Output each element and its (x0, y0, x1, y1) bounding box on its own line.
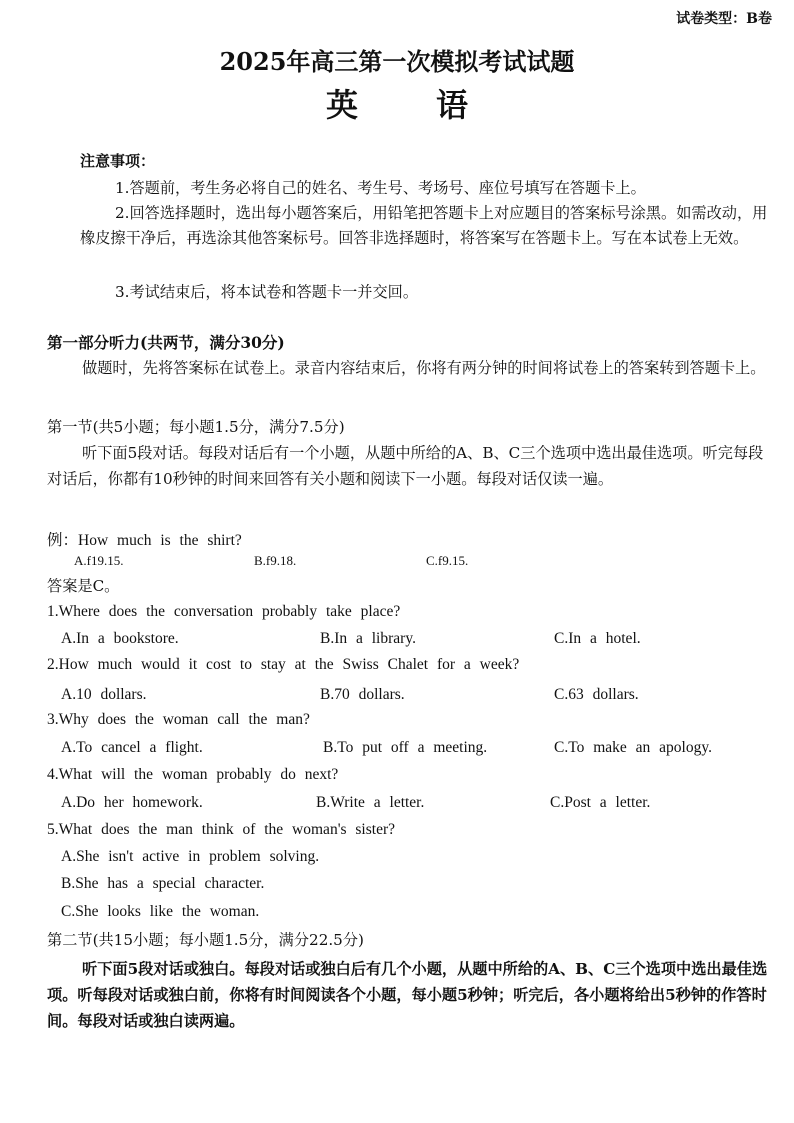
q5-option-b: B.She has a special character. (61, 875, 265, 892)
question-4: 4.What will the woman probably do next? (47, 766, 339, 783)
question-3: 3.Why does the woman call the man? (47, 711, 310, 728)
notice-heading: 注意事项： (80, 152, 156, 170)
example-option-a: A.f19.15. (74, 553, 124, 568)
section1-heading: 第一节(共5小题；每小题1.5分，满分7.5分) (47, 418, 345, 436)
page-title: 2025年高三第一次模拟考试试题 (219, 47, 575, 76)
notice-item-2: 2.回答选择题时，选出每小题答案后，用铅笔把答题卡上对应题目的答案标号涂黑。如需改动，用橡皮擦干净后，再选涂其他答案标号。回答非选择题时，将答案写在答题卡上。写在本试卷上无效。 (80, 204, 768, 247)
q4-option-a: A.Do her homework. (61, 794, 203, 811)
question-1: 1.Where does the conversation probably take place? (47, 603, 401, 620)
q1-option-b: B.In a library. (320, 630, 416, 647)
question-2: 2.How much would it cost to stay at the Swiss Chalet for a week? (47, 656, 520, 673)
part1-heading: 第一部分听力(共两节，满分30分) (47, 333, 285, 352)
notice-item-1: 1.答题前，考生务必将自己的姓名、考生号、考场号、座位号填写在答题卡上。 (115, 179, 646, 197)
q5-option-a: A.She isn't active in problem solving. (61, 848, 320, 865)
section2-intro: 听下面5段对话或独白。每段对话或独白后有几个小题，从题中所给的A、B、C三个选项中选出最佳选项。听每段对话或独白前，你将有时间阅读各个小题，每小题5秒钟；听完后，各小题将给出5秒钟的作答时间。每段对话或独白读两遍。 (47, 960, 768, 1030)
q2-option-b: B.70 dollars. (320, 686, 405, 703)
q2-option-c: C.63 dollars. (554, 686, 639, 703)
q1-option-a: A.In a bookstore. (61, 630, 179, 647)
paper-type-label: 试卷类型：B卷 (676, 11, 772, 27)
q3-option-a: A.To cancel a flight. (61, 739, 203, 756)
notice-item-3: 3.考试结束后，将本试卷和答题卡一并交回。 (115, 283, 419, 301)
example-option-b: B.f9.18. (254, 553, 297, 568)
q4-option-c: C.Post a letter. (550, 794, 651, 811)
question-5: 5.What does the man think of the woman's sister? (47, 821, 395, 838)
q2-option-a: A.10 dollars. (61, 686, 147, 703)
example-question: 例：How much is the shirt? (47, 532, 242, 549)
q3-option-c: C.To make an apology. (554, 739, 712, 756)
q3-option-b: B.To put off a meeting. (323, 739, 488, 756)
q1-option-c: C.In a hotel. (554, 630, 641, 647)
section1-intro: 听下面5段对话。每段对话后有一个小题，从题中所给的A、B、C三个选项中选出最佳选项。听完每段对话后，你都有10秒钟的时间来回答有关小题和阅读下一小题。每段对话仅读一遍。 (47, 444, 764, 488)
example-option-c: C.f9.15. (426, 553, 469, 568)
example-answer: 答案是C。 (47, 577, 120, 595)
q5-option-c: C.She looks like the woman. (61, 903, 260, 920)
subject-title: 英语 (325, 86, 546, 124)
q4-option-b: B.Write a letter. (316, 794, 425, 811)
section2-heading: 第二节(共15小题；每小题1.5分，满分22.5分) (47, 931, 364, 949)
part1-intro: 做题时，先将答案标在试卷上。录音内容结束后，你将有两分钟的时间将试卷上的答案转到答题卡上。 (82, 359, 766, 377)
